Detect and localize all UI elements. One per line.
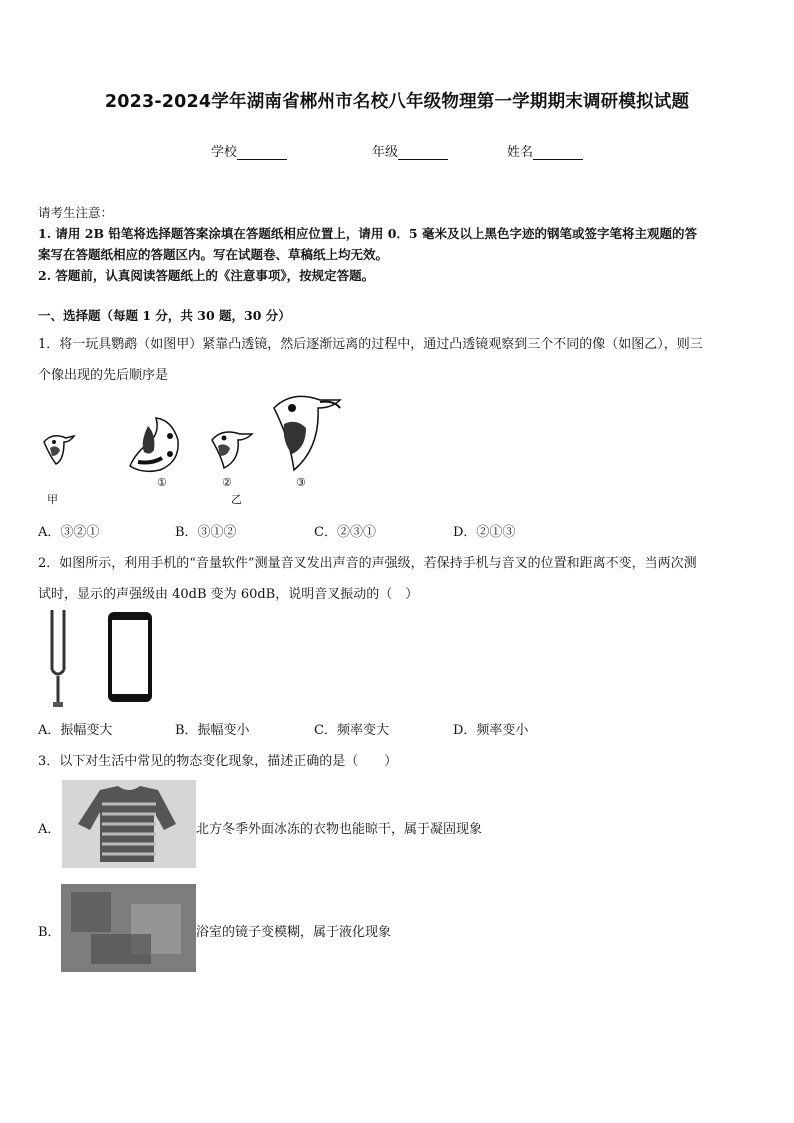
foggy-mirror-image: [61, 884, 196, 972]
grade-field: [372, 141, 448, 160]
grade-blank: [398, 145, 448, 160]
parrot-1: [130, 418, 178, 471]
q1-parrot-figure: [30, 390, 350, 510]
q3-option-a-text: 北方冬季外面冰冻的衣物也能晾干，属于凝固现象: [196, 822, 483, 837]
notice-item1-line2: 案写在答题纸相应的答题区内。写在试题卷、草稿纸上均无效。: [38, 247, 389, 262]
q1-line1: 1．将一玩具鹦鹉（如图甲）紧靠凸透镜，然后逐渐远离的过程中，通过凸透镜观察到三个不同的像（如图乙），则三: [38, 337, 703, 352]
notice-item1-line1: 1. 请用 2B 铅笔将选择题答案涂填在答题纸相应位置上，请用 0．5 毫米及以上黑色字迹的钢笔或签字笔将主观题的答: [38, 226, 697, 241]
fig-label-2: ②: [222, 476, 232, 489]
sweater-icon: [62, 780, 196, 868]
q2-option-d: D．频率变小: [453, 723, 529, 738]
tuning-fork-icon: [52, 610, 64, 707]
fig-label-1: ①: [157, 476, 167, 489]
q2-line2: 试时，显示的声强级由 40dB 变为 60dB，说明音叉振动的（ ）: [38, 587, 419, 602]
school-field: [211, 141, 287, 160]
phone-icon: [108, 612, 152, 702]
fig-label-yi: 乙: [231, 493, 242, 506]
q3-line1: 3．以下对生活中常见的物态变化现象，描述正确的是（ ）: [38, 754, 398, 769]
grade-label: 年级: [372, 145, 399, 160]
school-blank: [237, 145, 287, 160]
q1-option-a: A．③②①: [38, 525, 100, 540]
q3-option-a-label: A．: [38, 822, 61, 837]
notice-item2: 2. 答题前，认真阅读答题纸上的《注意事项》，按规定答题。: [38, 268, 375, 283]
page-title: 2023-2024学年湖南省郴州市名校八年级物理第一学期期末调研模拟试题: [104, 92, 690, 112]
q1-option-c: C．②③①: [314, 525, 376, 540]
fig-label-3: ③: [296, 476, 306, 489]
school-label: 学校: [211, 145, 238, 160]
q3-option-b-text: 浴室的镜子变模糊，属于液化现象: [196, 925, 392, 940]
q1-option-d: D．②①③: [453, 525, 516, 540]
q2-option-c: C．频率变大: [314, 723, 389, 738]
fig-label-jia: 甲: [47, 493, 58, 506]
q2-option-b: B．振幅变小: [175, 723, 250, 738]
section-heading: 一、选择题（每题 1 分，共 30 题，30 分）: [38, 308, 291, 323]
q2-option-a: A．振幅变大: [38, 723, 113, 738]
q3-option-b-label: B．: [38, 925, 61, 940]
name-blank: [533, 145, 583, 160]
q1-option-b: B．③①②: [175, 525, 237, 540]
name-label: 姓名: [507, 145, 534, 160]
q2-figure: [40, 606, 170, 710]
q1-line2: 个像出现的先后顺序是: [38, 368, 169, 383]
name-field: [507, 141, 583, 160]
q2-line1: 2．如图所示，利用手机的“音量软件”测量音叉发出声音的声强级，若保持手机与音叉的位置和距离不变，当两次测: [38, 556, 697, 571]
parrot-2: [212, 432, 252, 468]
parrot-jia: [44, 436, 74, 464]
sweater-image: [62, 780, 196, 868]
notice-heading: 请考生注意：: [38, 205, 114, 220]
parrot-3: [274, 396, 340, 470]
foggy-mirror-icon: [61, 884, 196, 972]
